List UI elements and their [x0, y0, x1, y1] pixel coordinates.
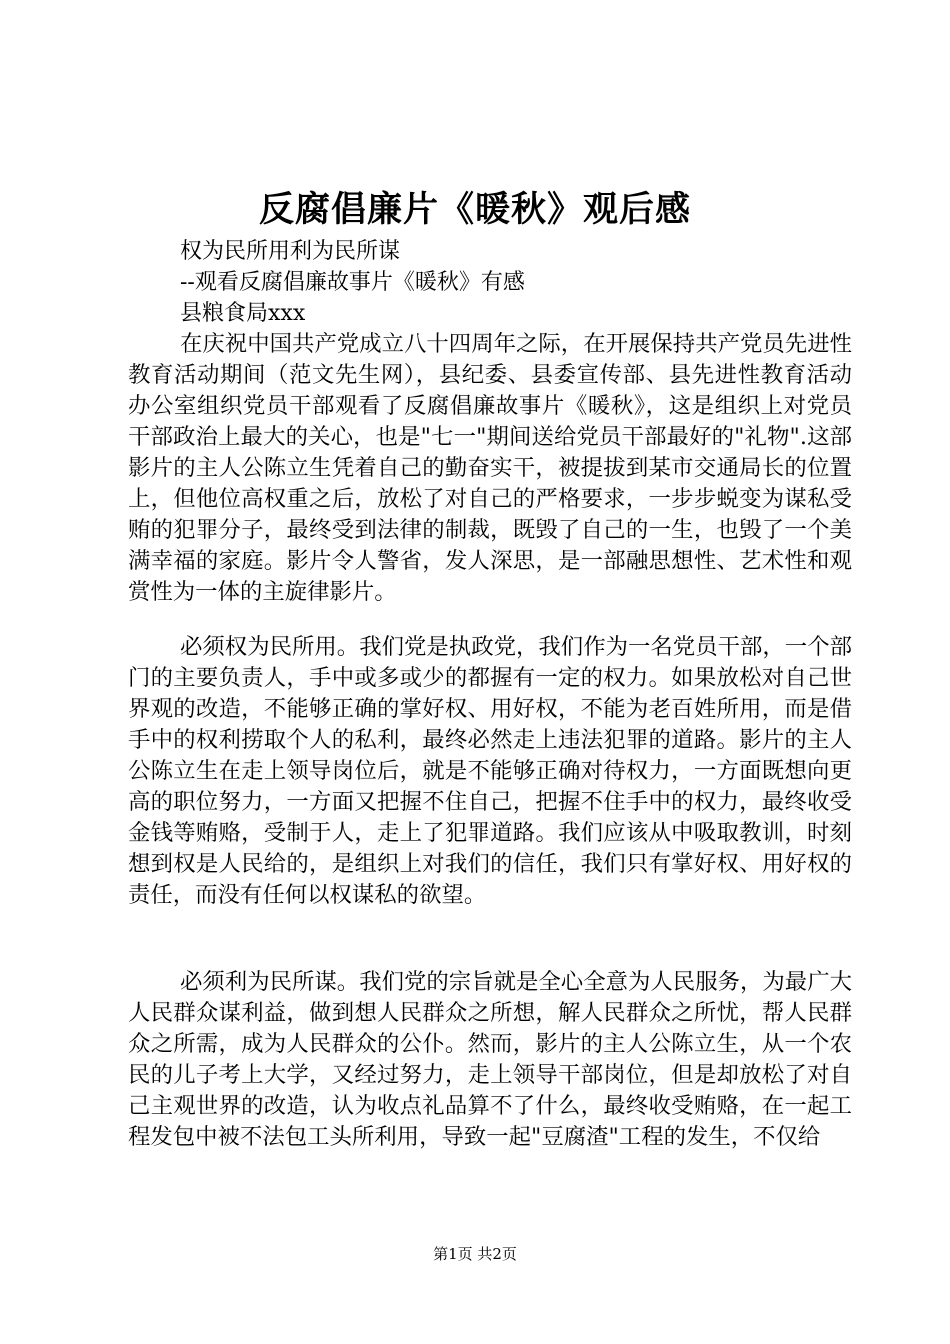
subtitle-line: 权为民所用利为民所谋: [180, 239, 401, 264]
body-paragraph: 在庆祝中国共产党成立八十四周年之际，在开展保持共产党员先进性教育活动期间（范文先生网），县纪委、县委宣传部、县先进性教育活动办公室组织党员干部观看了反腐倡廉故事片《暖秋》，这是组织上对党员干部政治上最大的关心，也是"七一"期间送给党员干部最好的"礼物".这部影片的主人公陈立生凭着自己的勤奋实干，被提拔到某市交通局长的位置上，但他位高权重之后，放松了对自己的严格要求，一步步蜕变为谋私受贿的犯罪分子，最终受到法律的制裁，既毁了自己的一生，也毁了一个美满幸福的家庭。影片令人警省，发人深思，是一部融思想性、艺术性和观赏性为一体的主旋律影片。: [128, 331, 852, 605]
page-footer: 第1页 共2页: [433, 1245, 517, 1263]
body-paragraph: 必须权为民所用。我们党是执政党，我们作为一名党员干部，一个部门的主要负责人，手中或多或少的都握有一定的权力。如果放松对自己世界观的改造，不能够正确的掌好权、用好权，不能为老百姓所用，而是借手中的权利捞取个人的私利，最终必然走上违法犯罪的道路。影片的主人公陈立生在走上领导岗位后，就是不能够正确对待权力，一方面既想向更高的职位努力，一方面又把握不住自己，把握不住手中的权力，最终收受金钱等贿赂，受制于人，走上了犯罪道路。我们应该从中吸取教训，时刻想到权是人民给的，是组织上对我们的信任，我们只有掌好权、用好权的责任，而没有任何以权谋私的欲望。: [128, 634, 852, 908]
subtitle-subline: --观看反腐倡廉故事片《暖秋》有感: [180, 270, 525, 295]
document-title: 反腐倡廉片《暖秋》观后感: [258, 189, 691, 230]
body-paragraph: 必须利为民所谋。我们党的宗旨就是全心全意为人民服务，为最广大人民群众谋利益，做到想人民群众之所想，解人民群众之所忧，帮人民群众之所需，成为人民群众的公仆。然而，影片的主人公陈立生，从一个农民的儿子考上大学，又经过努力，走上领导干部岗位，但是却放松了对自己主观世界的改造，认为收点礼品算不了什么，最终收受贿赂，在一起工程发包中被不法包工头所利用，导致一起"豆腐渣"工程的发生，不仅给: [128, 969, 852, 1150]
author-line: 县粮食局xxx: [180, 301, 306, 326]
